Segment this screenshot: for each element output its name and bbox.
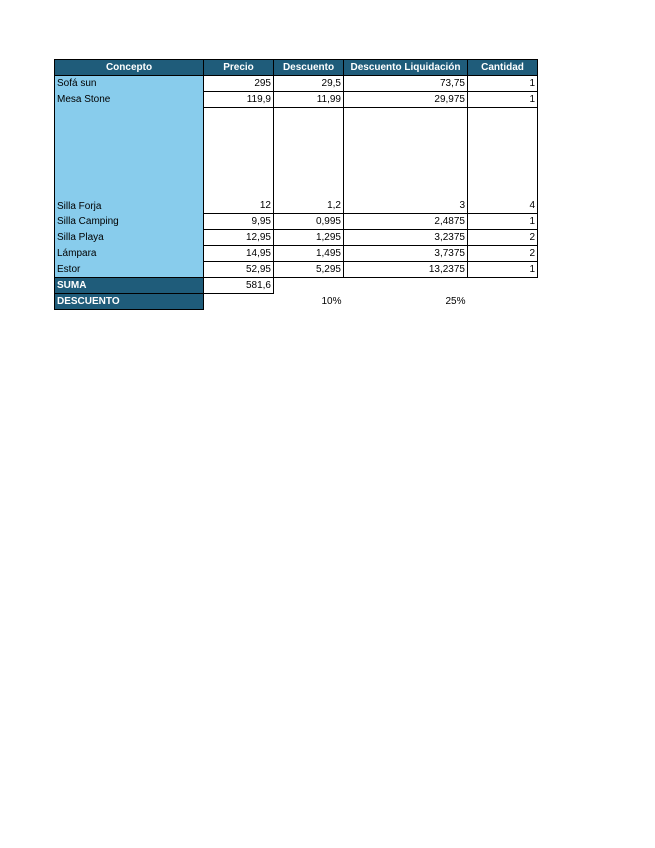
spreadsheet-table: [54, 59, 538, 310]
header-descuento[interactable]: Descuento: [274, 60, 344, 76]
cell-precio[interactable]: 9,95: [204, 214, 274, 230]
table-row: [55, 246, 538, 262]
table-row: [55, 92, 538, 108]
cell-concepto[interactable]: Silla Playa: [55, 230, 204, 246]
header-descuento-liquidacion[interactable]: Descuento Liquidación: [344, 60, 468, 76]
descuento-percent[interactable]: 10%: [321, 296, 342, 307]
cell-descuento[interactable]: 29,5: [274, 76, 344, 92]
cell-cantidad[interactable]: 1: [468, 214, 538, 230]
table-row: [55, 230, 538, 246]
cell-precio[interactable]: 14,95: [204, 246, 274, 262]
cell-precio[interactable]: 119,9: [204, 92, 274, 108]
cell-concepto[interactable]: Mesa Stone: [55, 92, 204, 108]
descuento-label[interactable]: DESCUENTO: [55, 294, 204, 310]
cell-descuento[interactable]: 5,295: [274, 262, 344, 278]
cell-liquidacion[interactable]: 13,2375: [344, 262, 468, 278]
cell-concepto[interactable]: Sofá sun: [55, 76, 204, 92]
table-row: [55, 76, 538, 92]
cell-liquidacion[interactable]: 29,975: [344, 92, 468, 108]
header-cantidad[interactable]: Cantidad: [468, 60, 538, 76]
cell-cantidad[interactable]: 2: [468, 230, 538, 246]
table-row: [55, 214, 538, 230]
cell-cantidad[interactable]: 1: [468, 262, 538, 278]
cell-cantidad[interactable]: 1: [468, 92, 538, 108]
cell-descuento[interactable]: 0,995: [274, 214, 344, 230]
cell-concepto[interactable]: Estor: [55, 262, 204, 278]
cell-cantidad[interactable]: 4: [468, 108, 538, 214]
liquidacion-percent[interactable]: 25%: [445, 296, 466, 307]
header-row: [55, 60, 538, 76]
cell-cantidad[interactable]: 1: [468, 76, 538, 92]
header-concepto[interactable]: Concepto: [55, 60, 204, 76]
empty-cell[interactable]: [468, 278, 538, 294]
table-row: [55, 262, 538, 278]
cell-concepto[interactable]: Lámpara: [55, 246, 204, 262]
cell-precio[interactable]: 52,95: [204, 262, 274, 278]
suma-label[interactable]: SUMA: [55, 278, 204, 294]
empty-cell[interactable]: [204, 294, 274, 310]
cell-liquidacion[interactable]: 73,75: [344, 76, 468, 92]
suma-value[interactable]: 581,6: [204, 278, 274, 294]
cell-liquidacion[interactable]: 3: [344, 108, 468, 214]
empty-cell[interactable]: [468, 294, 538, 310]
cell-concepto[interactable]: Silla Camping: [55, 214, 204, 230]
header-precio[interactable]: Precio: [204, 60, 274, 76]
table-row: [55, 108, 538, 214]
cell-liquidacion[interactable]: 3,2375: [344, 230, 468, 246]
empty-cell[interactable]: [274, 278, 344, 294]
cell-descuento[interactable]: 1,295: [274, 230, 344, 246]
empty-cell[interactable]: [344, 278, 468, 294]
cell-concepto[interactable]: Silla Forja: [55, 108, 204, 214]
cell-liquidacion[interactable]: 2,4875: [344, 214, 468, 230]
descuento-row: [55, 294, 538, 310]
suma-row: [55, 278, 538, 294]
cell-liquidacion[interactable]: 3,7375: [344, 246, 468, 262]
cell-cantidad[interactable]: 2: [468, 246, 538, 262]
cell-descuento[interactable]: 1,2: [274, 108, 344, 214]
cell-precio[interactable]: 12,95: [204, 230, 274, 246]
cell-precio[interactable]: 12: [204, 108, 274, 214]
cell-precio[interactable]: 295: [204, 76, 274, 92]
cell-descuento[interactable]: 1,495: [274, 246, 344, 262]
cell-descuento[interactable]: 11,99: [274, 92, 344, 108]
